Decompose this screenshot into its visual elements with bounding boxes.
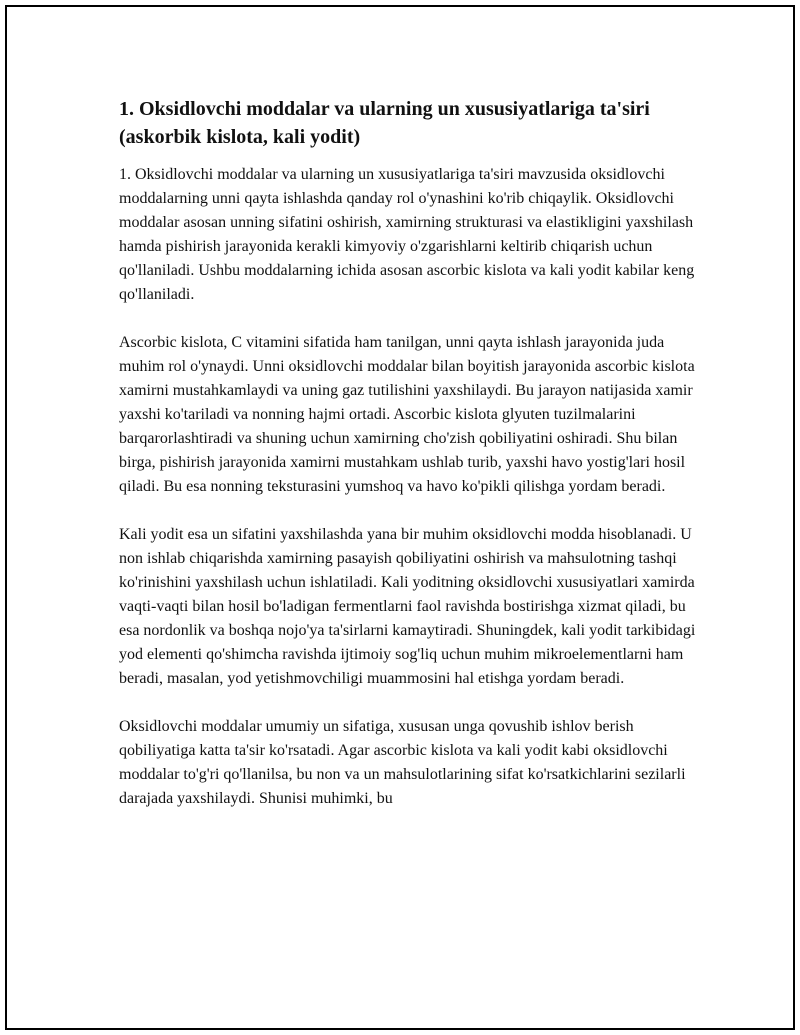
paragraph-3: Kali yodit esa un sifatini yaxshilashda yana bir muhim oksidlovchi modda hisoblanadi. U non ishlab chiqarishda xamirning pasayish qobiliyatini oshirish va mahsulotning tashqi ko'rinishini yaxshilash uchun ishlatiladi. Kali yoditning oksidlovchi xususiyatlari xamirda vaqti-vaqti bilan hosil bo'ladigan fermentlarni faol ravishda bostirishga xizmat qiladi, bu esa nordonlik va boshqa nojo'ya ta'sirlarni kamaytiradi. Shuningdek, kali yodit tarkibidagi yod elementi qo'shimcha ravishda ijtimoiy sog'liq uchun muhim mikroelementlarni ham beradi, masalan, yod yetishmovchiligi muammosini hal etishga yordam beradi. (119, 526, 696, 687)
document-body (119, 95, 699, 835)
document-title: 1. Oksidlovchi moddalar va ularning un xususiyatlariga ta'siri (askorbik kislota, kali yodit) (119, 98, 650, 148)
document-page (5, 5, 795, 1030)
paragraph-1: 1. Oksidlovchi moddalar va ularning un xususiyatlariga ta'siri mavzusida oksidlovchi moddalarning unni qayta ishlashda qanday rol o'ynashini ko'rib chiqaylik. Oksidlovchi moddalar asosan unning sifatini oshirish, xamirning strukturasi va elastikligini yaxshilash hamda pishirish jarayonida kerakli kimyoviy o'zgarishlarni keltirib chiqarish uchun qo'llaniladi. Ushbu moddalarning ichida asosan ascorbic kislota va kali yodit kabilar keng qo'llaniladi. (119, 166, 695, 303)
paragraph-4: Oksidlovchi moddalar umumiy un sifatiga, xususan unga qovushib ishlov berish qobiliyatiga katta ta'sir ko'rsatadi. Agar ascorbic kislota va kali yodit kabi oksidlovchi moddalar to'g'ri qo'llanilsa, bu non va un mahsulotlarining sifat ko'rsatkichlarini sezilarli darajada yaxshilaydi. Shunisi muhimki, bu (119, 718, 686, 807)
paragraph-2: Ascorbic kislota, C vitamini sifatida ham tanilgan, unni qayta ishlash jarayonida juda muhim rol o'ynaydi. Unni oksidlovchi moddalar bilan boyitish jarayonida ascorbic kislota xamirni mustahkamlaydi va uning gaz tutilishini yaxshilaydi. Bu jarayon natijasida xamir yaxshi ko'tariladi va nonning hajmi ortadi. Ascorbic kislota glyuten tuzilmalarini barqarorlashtiradi va shuning uchun xamirning cho'zish qobiliyatini oshiradi. Shu bilan birga, pishirish jarayonida xamirni mustahkam ushlab turib, yaxshi havo yostig'lari hosil qiladi. Bu esa nonning teksturasini yumshoq va havo ko'pikli qilishga yordam beradi. (119, 334, 695, 495)
